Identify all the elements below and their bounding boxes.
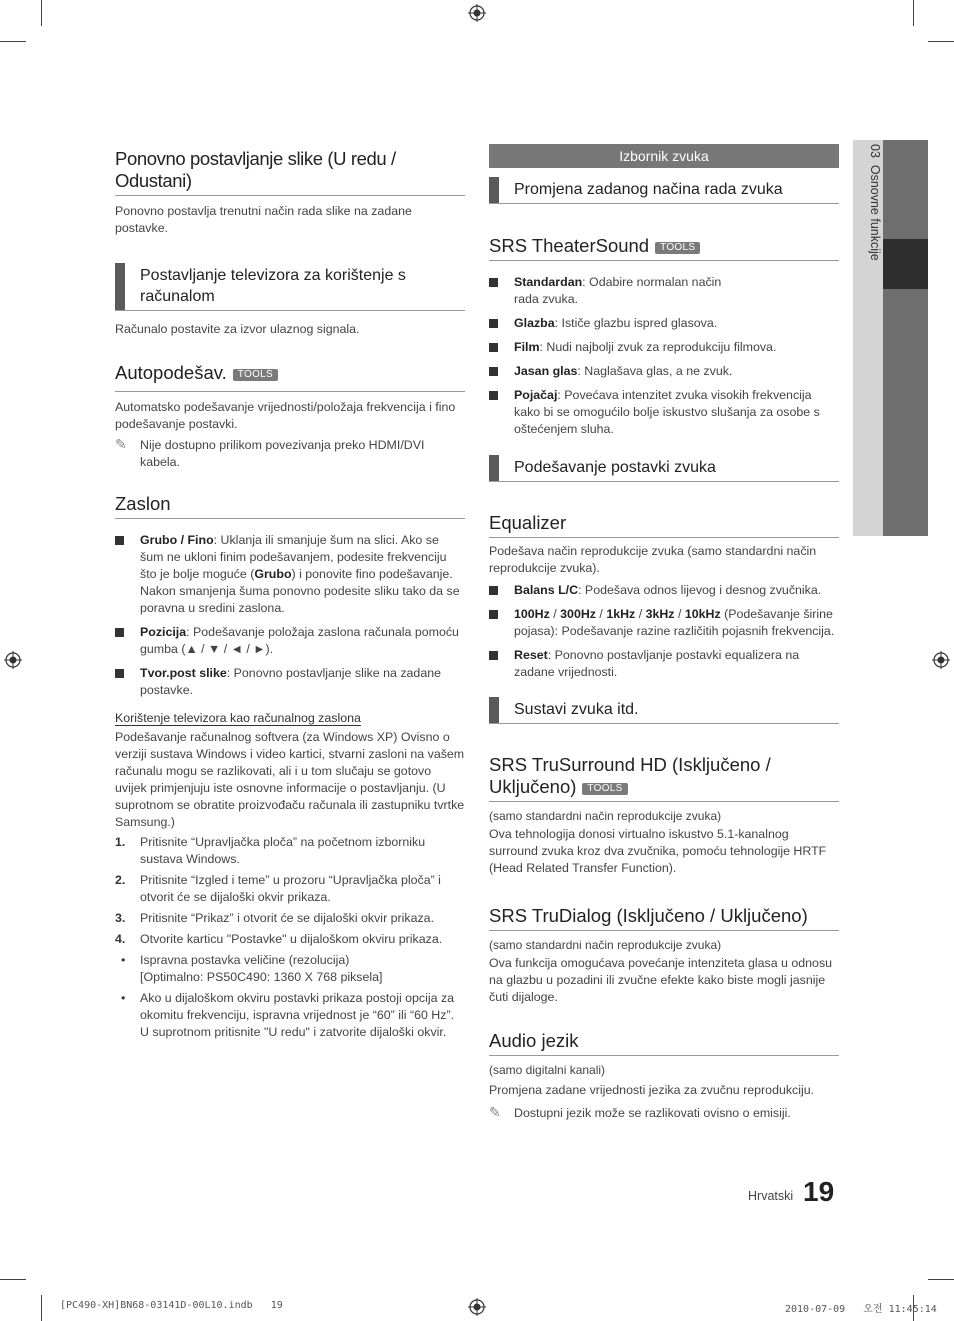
subsection-header: Promjena zadanog načina rada zvuka: [489, 177, 839, 204]
list-item: • Ispravna postavka veličine (rezolucija) [Optimalno: PS50C490: 1360 X 768 piksela]: [121, 953, 383, 984]
section-body: Ova funkcija omogućava povećanje intenziteta glasa u odnosu na glazbu u pozadini ili zvučne efekte kako biste mogli jasnije čuti dijaloge.: [489, 956, 833, 1004]
numbered-list: [115, 834, 465, 948]
section-note: (samo standardni način reprodukcije zvuka): [489, 938, 722, 952]
subheading: Korištenje televizora kao računalnog zaslona: [115, 711, 361, 725]
side-tab-dark: [883, 140, 928, 536]
side-tab-label: 03 Osnovne funkcije: [868, 144, 882, 261]
left-column: [115, 140, 465, 1045]
page-number: 19: [803, 1176, 835, 1207]
registration-mark-icon: [932, 651, 950, 669]
list-item: 1. Pritisnite “Upravljačka ploča” na početnom izborniku sustava Windows.: [115, 835, 426, 866]
section-body: Ponovno postavlja trenutni način rada slike na zadane postavke.: [115, 204, 412, 235]
bullet-list: [489, 582, 839, 681]
section-title: SRS TruSurround HD (Isključeno / Uključeno) TOOLS: [489, 754, 839, 802]
list-item: Reset: Ponovno postavljanje postavki equalizera na zadane vrijednosti.: [489, 647, 839, 681]
note: ✎ Dostupni jezik može se razlikovati ovisno o emisiji.: [489, 1104, 791, 1120]
tools-badge: TOOLS: [233, 369, 278, 381]
section-note: (samo digitalni kanali): [489, 1063, 606, 1077]
section-body: Promjena zadane vrijednosti jezika za zvučnu reprodukciju.: [489, 1083, 815, 1097]
section-title: Equalizer: [489, 512, 839, 538]
section-body: Podešava način reprodukcije zvuka (samo standardni način reprodukcije zvuka).: [489, 544, 817, 575]
list-item: 4. Otvorite karticu "Postavke" u dijaloškom okviru prikaza.: [115, 932, 443, 946]
list-item: 3. Pritisnite “Prikaz” i otvorit će se dijaloški okvir prikaza.: [115, 911, 435, 925]
list-item: Jasan glas: Naglašava glas, a ne zvuk.: [489, 363, 839, 380]
tools-badge: TOOLS: [582, 783, 627, 795]
section-body: Ova tehnologija donosi virtualno iskustvo 5.1-kanalnog surround zvuka kroz dva zvučnika, pomoću tehnologije HRTF (Head Related Transfer Function).: [489, 827, 827, 875]
list-item: Pozicija: Podešavanje položaja zaslona računala pomoću gumba (▲ / ▼ / ◄ / ►).: [115, 624, 465, 658]
bullet-list: [489, 274, 839, 438]
list-item: Glazba: Ističe glazbu ispred glasova.: [489, 315, 839, 332]
section-title: SRS TruDialog (Isključeno / Uključeno): [489, 905, 839, 931]
registration-mark-icon: [468, 4, 486, 22]
section-body: Podešavanje računalnog softvera (za Windows XP) Ovisno o verziji sustava Windows i video kartici, stvarni zasloni na vašem računalu mogu se razlikovati, ali i u tom slučaju se gotovo uvijek primjenjuju iste osnovne informacije o postavljanju. (U suprotnom se obratite proizvođaču računala ili zastupniku tvrtke Samsung.): [115, 730, 465, 829]
section-title: Zaslon: [115, 493, 465, 519]
section-title: SRS TheaterSound TOOLS: [489, 235, 839, 261]
section-note: (samo standardni način reprodukcije zvuka): [489, 809, 722, 823]
list-item: 2. Pritisnite “Izgled i teme” u prozoru “Upravljačka ploča” i otvorit će se dijaloški okvir prikaza.: [115, 873, 441, 904]
list-item: Tvor.post slike: Ponovno postavljanje slike na zadane postavke.: [115, 665, 465, 699]
section-body: Računalo postavite za izvor ulaznog signala.: [115, 322, 360, 336]
note: ✎ Nije dostupno prilikom povezivanja preko HDMI/DVI kabela.: [115, 436, 425, 469]
list-item: • Ako u dijaloškom okviru postavki prikaza postoji opcija za okomitu frekvenciju, ispravna vrijednost je “60” ili “60 Hz”. U suprotnom pritisnite "U redu" i zatvorite dijaloški okvir.: [121, 991, 455, 1039]
note-pencil-icon: ✎: [489, 1104, 501, 1120]
registration-mark-icon: [468, 1298, 486, 1316]
note-pencil-icon: ✎: [115, 436, 127, 452]
bullet-list: [115, 532, 465, 699]
list-item: Grubo / Fino: Uklanja ili smanjuje šum na slici. Ako se šum ne ukloni finim podešavanjem, podesite frekvenciju što je bolje moguće (Grubo) i ponovite fino podešavanje. Nakon smanjenja šuma ponovno podesite sliku tako da se poravna u sredini zaslona.: [115, 532, 465, 617]
list-item: Film: Nudi najbolji zvuk za reprodukciju filmova.: [489, 339, 839, 356]
section-title: Autopodešav. TOOLS: [115, 362, 465, 392]
section-title: Audio jezik: [489, 1030, 839, 1056]
footer-file: [PC490-XH]BN68-03141D-00L10.indb 19: [60, 1300, 283, 1311]
tools-badge: TOOLS: [655, 242, 700, 254]
section-title: Ponovno postavljanje slike (U redu / Odustani): [115, 148, 465, 196]
dot-list: [115, 952, 465, 1041]
side-tab-marker: [883, 239, 928, 289]
menu-header: Izbornik zvuka: [489, 144, 839, 168]
list-item: Standardan: Odabire normalan način rada zvuka.: [489, 274, 839, 308]
footer-date: 2010-07-09 오전 11:45:14: [785, 1304, 937, 1315]
list-item: Pojačaj: Povećava intenzitet zvuka visokih frekvencija kako bi se omogućilo bolje iskustvo slušanja za osobe s oštećenjem sluha.: [489, 387, 839, 438]
right-column: [489, 140, 839, 1122]
subsection-header: Podešavanje postavki zvuka: [489, 455, 839, 482]
section-body: Automatsko podešavanje vrijednosti/položaja frekvencija i fino podešavanje postavki.: [115, 400, 456, 431]
registration-mark-icon: [4, 651, 22, 669]
subsection-header: Postavljanje televizora za korištenje s računalom: [115, 263, 465, 311]
subsection-header: Sustavi zvuka itd.: [489, 697, 839, 724]
list-item: 100Hz / 300Hz / 1kHz / 3kHz / 10kHz (Podešavanje širine pojasa): Podešavanje razine različitih pojasnih frekvencija.: [489, 606, 839, 640]
list-item: Balans L/C: Podešava odnos lijevog i desnog zvučnika.: [489, 582, 839, 599]
footer-language: Hrvatski: [748, 1189, 794, 1203]
